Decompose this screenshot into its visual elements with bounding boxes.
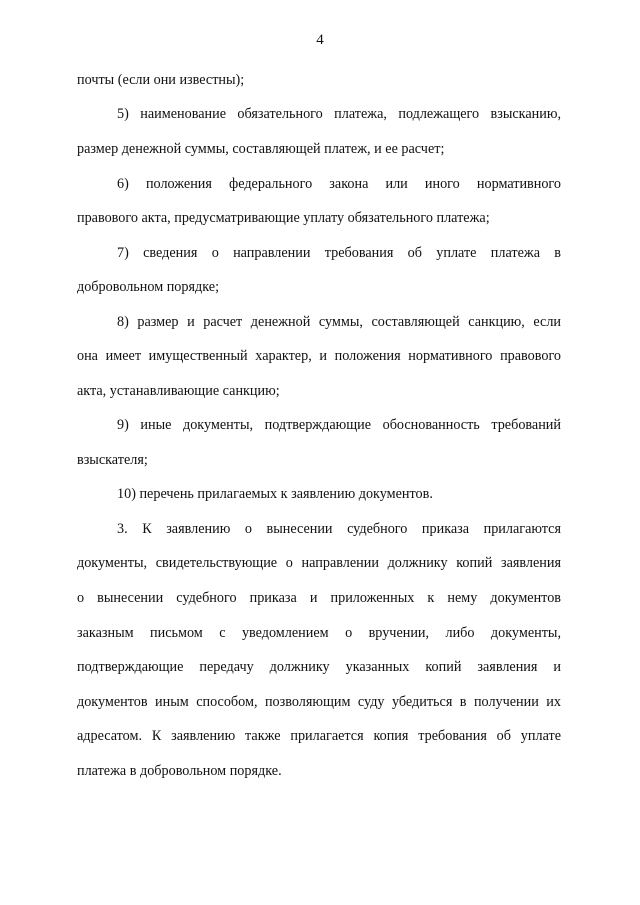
text-line: платежа в добровольном порядке. bbox=[77, 763, 282, 779]
text-line: заказным письмом с уведомлением о вручении, либо документы, bbox=[77, 625, 561, 641]
text-line: 9) иные документы, подтверждающие обоснованность требований bbox=[117, 417, 561, 433]
text-line: 10) перечень прилагаемых к заявлению документов. bbox=[117, 486, 433, 502]
text-line: 6) положения федерального закона или иного нормативного bbox=[117, 176, 561, 192]
text-line: она имеет имущественный характер, и положения нормативного правового bbox=[77, 348, 561, 364]
text-line: взыскателя; bbox=[77, 452, 148, 468]
text-line: документов иным способом, позволяющим суду убедиться в получении их bbox=[77, 694, 561, 710]
page-number: 4 bbox=[316, 32, 324, 48]
text-line: добровольном порядке; bbox=[77, 279, 220, 295]
text-line: 8) размер и расчет денежной суммы, составляющей санкцию, если bbox=[117, 314, 561, 330]
text-line: о вынесении судебного приказа и приложенных к нему документов bbox=[77, 590, 561, 606]
text-line: подтверждающие передачу должнику указанных копий заявления и bbox=[77, 659, 561, 675]
text-line: 7) сведения о направлении требования об уплате платежа в bbox=[117, 245, 561, 261]
text-line: 5) наименование обязательного платежа, подлежащего взысканию, bbox=[117, 106, 561, 122]
text-line: документы, свидетельствующие о направлении должнику копий заявления bbox=[77, 555, 561, 571]
text-line: адресатом. К заявлению также прилагается копия требования об уплате bbox=[77, 728, 561, 744]
text-line: размер денежной суммы, составляющей платеж, и ее расчет; bbox=[77, 141, 445, 157]
text-line: правового акта, предусматривающие уплату обязательного платежа; bbox=[77, 210, 490, 226]
text-line: почты (если они известны); bbox=[77, 72, 245, 88]
text-line: акта, устанавливающие санкцию; bbox=[77, 383, 280, 399]
text-line: 3. К заявлению о вынесении судебного приказа прилагаются bbox=[117, 521, 561, 537]
